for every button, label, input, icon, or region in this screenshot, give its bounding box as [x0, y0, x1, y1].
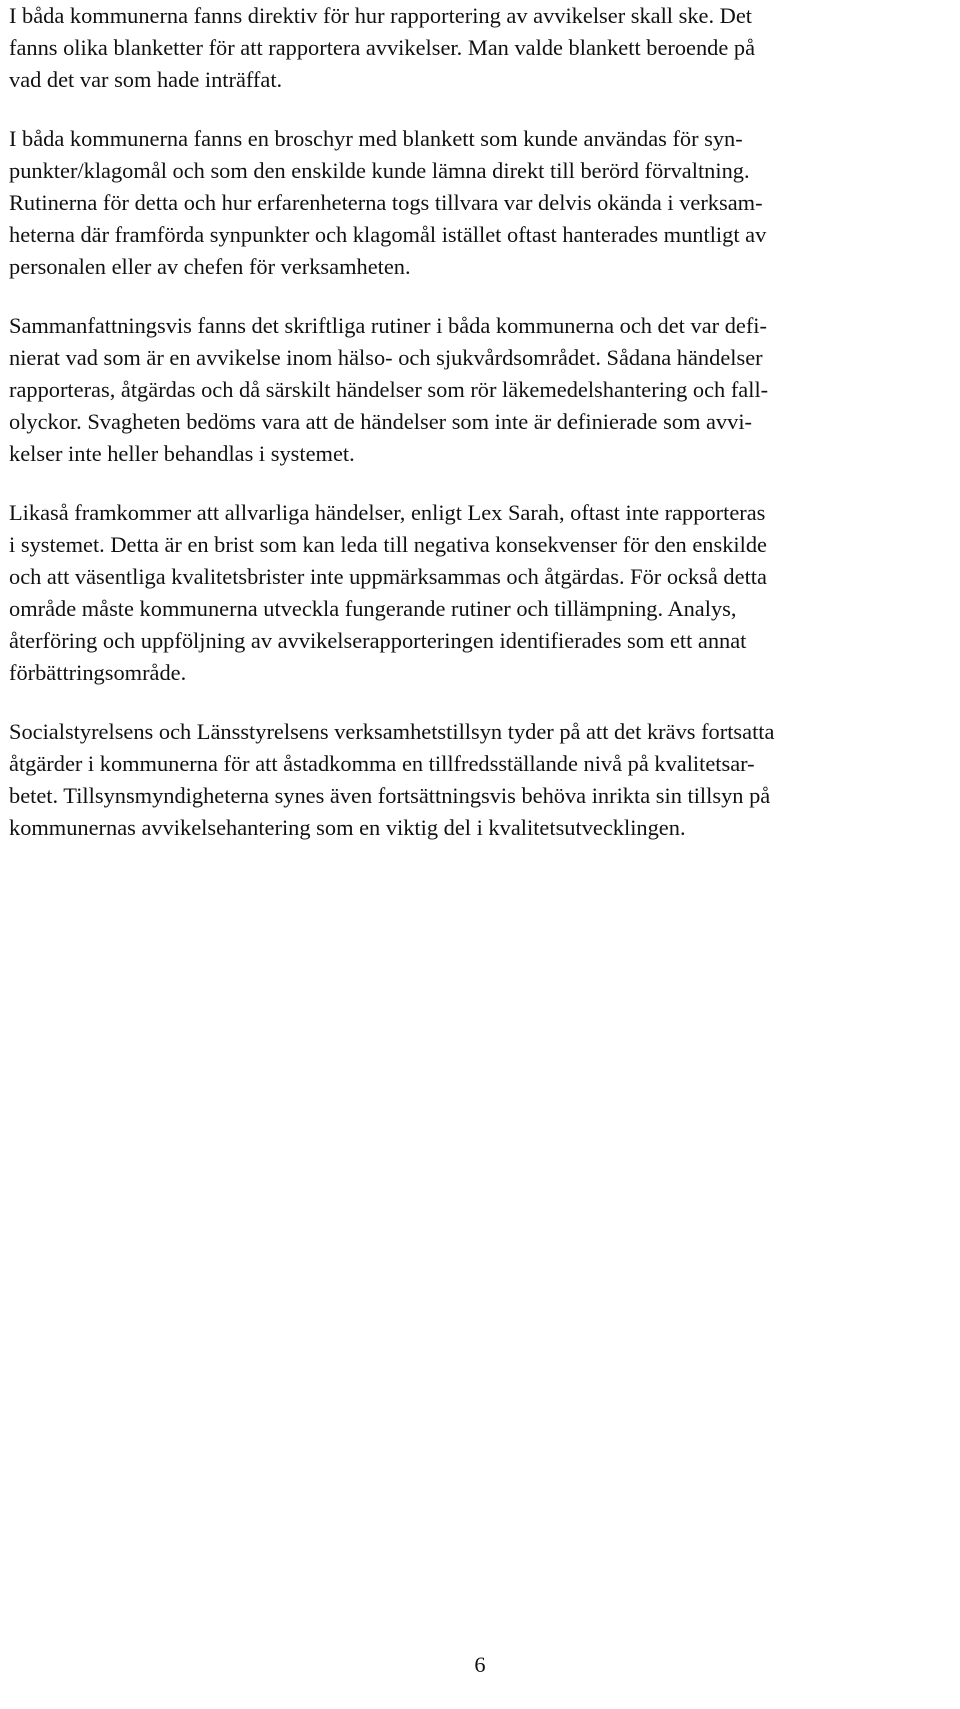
paragraph-supervision-conclusion: [9, 716, 951, 844]
paragraph-complaints-brochure: [9, 123, 951, 283]
text-line: åtgärder i kommunerna för att åstadkomma en tillfredsställande nivå på kvalitetsar-: [9, 751, 755, 776]
text-line: I båda kommunerna fanns en broschyr med blankett som kunde användas för syn-: [9, 126, 743, 151]
text-line: nierat vad som är en avvikelse inom hälso- och sjukvårdsområdet. Sådana händelser: [9, 345, 763, 370]
text-line: I båda kommunerna fanns direktiv för hur rapportering av avvikelser skall ske. Det: [9, 3, 753, 28]
text-line: Socialstyrelsens och Länsstyrelsens verksamhetstillsyn tyder på att det krävs fortsatta: [9, 719, 775, 744]
paragraph-reporting-directives: [9, 0, 951, 96]
text-line: Sammanfattningsvis fanns det skriftliga rutiner i båda kommunerna och det var defi-: [9, 313, 767, 338]
page-number: 6: [474, 1652, 486, 1677]
text-line: i systemet. Detta är en brist som kan leda till negativa konsekvenser för den enskilde: [9, 532, 767, 557]
text-line: kommunernas avvikelsehantering som en viktig del i kvalitetsutvecklingen.: [9, 815, 686, 840]
text-line: punkter/klagomål och som den enskilde kunde lämna direkt till berörd förvaltning.: [9, 158, 750, 183]
text-line: heterna där framförda synpunkter och klagomål istället oftast hanterades muntligt av: [9, 222, 767, 247]
text-line: olyckor. Svagheten bedöms vara att de händelser som inte är definierade som avvi-: [9, 409, 753, 434]
text-line: kelser inte heller behandlas i systemet.: [9, 441, 355, 466]
text-line: förbättringsområde.: [9, 660, 187, 685]
text-line: betet. Tillsynsmyndigheterna synes även fortsättningsvis behöva inrikta sin tillsyn på: [9, 783, 771, 808]
text-line: område måste kommunerna utveckla fungerande rutiner och tillämpning. Analys,: [9, 596, 737, 621]
text-line: vad det var som hade inträffat.: [9, 67, 283, 92]
text-line: personalen eller av chefen för verksamheten.: [9, 254, 411, 279]
text-line: fanns olika blanketter för att rapportera avvikelser. Man valde blankett beroende på: [9, 35, 756, 60]
text-line: rapporteras, åtgärdas och då särskilt händelser som rör läkemedelshantering och fall-: [9, 377, 769, 402]
paragraph-lex-sarah: [9, 497, 951, 689]
text-line: Likaså framkommer att allvarliga händelser, enligt Lex Sarah, oftast inte rapporteras: [9, 500, 766, 525]
text-line: och att väsentliga kvalitetsbrister inte uppmärksammas och åtgärdas. För också detta: [9, 564, 767, 589]
text-line: återföring och uppföljning av avvikelserapporteringen identifierades som ett annat: [9, 628, 747, 653]
paragraph-summary: [9, 310, 951, 470]
text-line: Rutinerna för detta och hur erfarenheterna togs tillvara var delvis okända i verksam-: [9, 190, 763, 215]
body-text: [9, 0, 951, 871]
